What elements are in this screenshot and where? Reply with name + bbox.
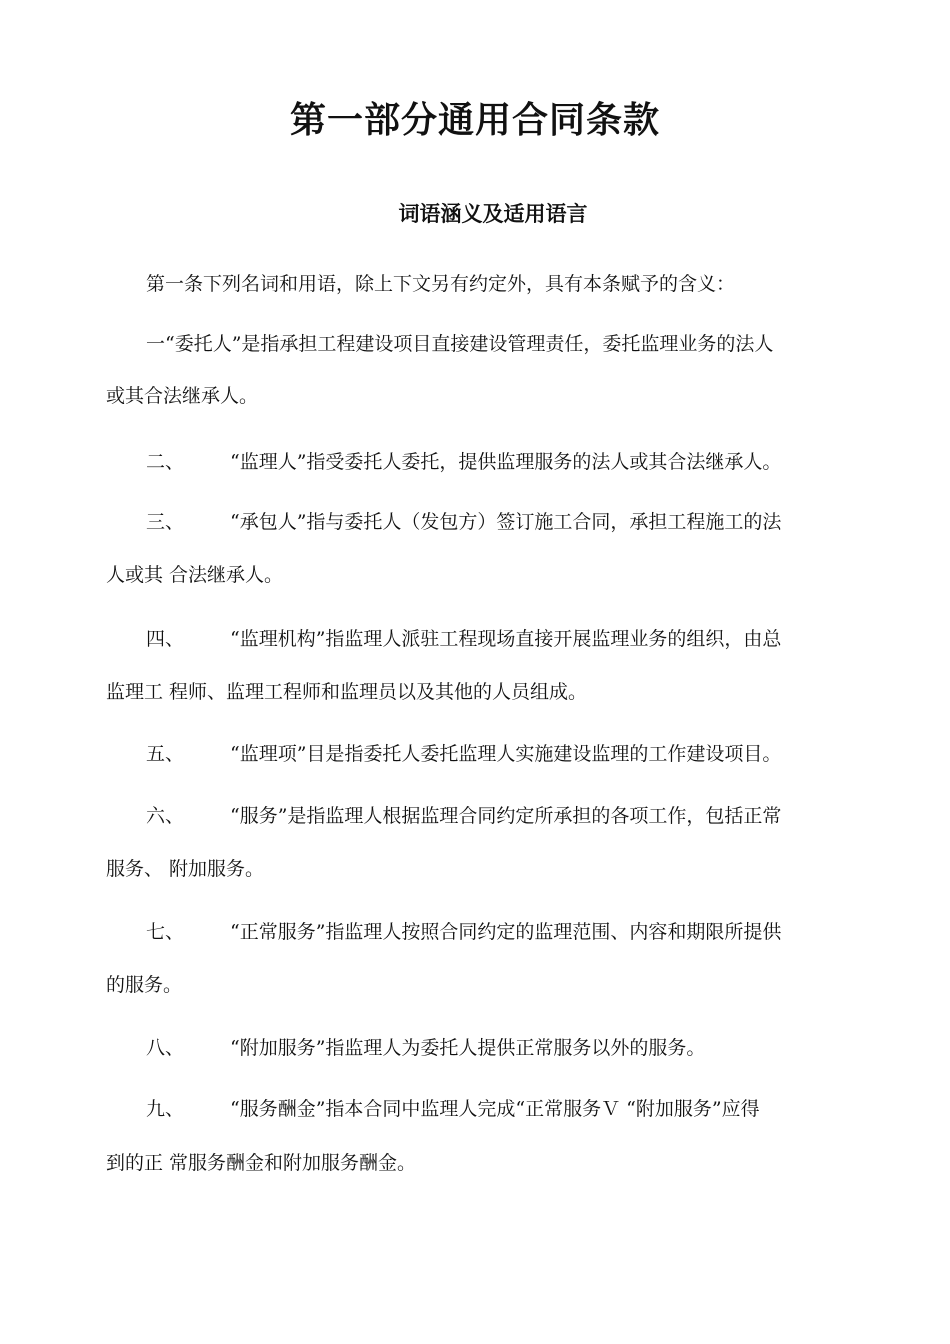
clause-continuation: 或其合法继承人。 [106,385,259,407]
clause-line [146,450,781,474]
clause-text: “附加服务”指监理人为委托人提供正常服务以外的服务。 [230,1037,706,1059]
section-heading: 词语涵义及适用语言 [398,202,588,226]
clause-line [146,742,781,766]
clause-text: “监理机构”指监理人派驻工程现场直接开展监理业务的组织，由总 [230,628,782,650]
clause-line [146,510,781,534]
clause-number: 九、 [146,1098,185,1120]
clause-text: “服务酬金”指本合同中监理人完成“正常服务Ｖ “附加服务”应得 [230,1098,760,1120]
clause-number: 六、 [146,805,185,827]
clause-text: “正常服务”指监理人按照合同约定的监理范围、内容和期限所提供 [230,921,782,943]
clause-line [146,1097,760,1121]
clause-number: 三、 [146,511,185,533]
clause-text: “承包人”指与委托人（发包方）签订施工合同，承担工程施工的法 [230,511,782,533]
clause-line [146,627,781,651]
clause-continuation: 到的正 常服务酬金和附加服务酬金。 [106,1152,417,1174]
clause-text: “监理项”目是指委托人委托监理人实施建设监理的工作建设项目。 [230,743,782,765]
clause-line: 一“委托人”是指承担工程建设项目直接建设管理责任，委托监理业务的法人 [146,333,774,355]
clause-number: 七、 [146,921,185,943]
clause-line [146,1036,705,1060]
clause-number: 四、 [146,628,185,650]
clause-number: 八、 [146,1037,185,1059]
clause-continuation: 的服务。 [106,974,183,996]
clause-continuation: 监理工 程师、监理工程师和监理员以及其他的人员组成。 [106,681,588,703]
clause-text: “监理人”指受委托人委托，提供监理服务的法人或其合法继承人。 [230,451,782,473]
clause-text: “服务”是指监理人根据监理合同约定所承担的各项工作，包括正常 [230,805,782,827]
clause-continuation: 人或其 合法继承人。 [106,564,284,586]
document-title: 第一部分通用合同条款 [289,100,660,141]
clause-number: 二、 [146,451,185,473]
clause-continuation: 服务、 附加服务。 [106,858,265,880]
intro-paragraph: 第一条下列名词和用语，除上下文另有约定外，具有本条赋予的含义： [146,273,736,295]
clause-line [146,920,781,944]
clause-line [146,804,781,828]
clause-number: 五、 [146,743,185,765]
